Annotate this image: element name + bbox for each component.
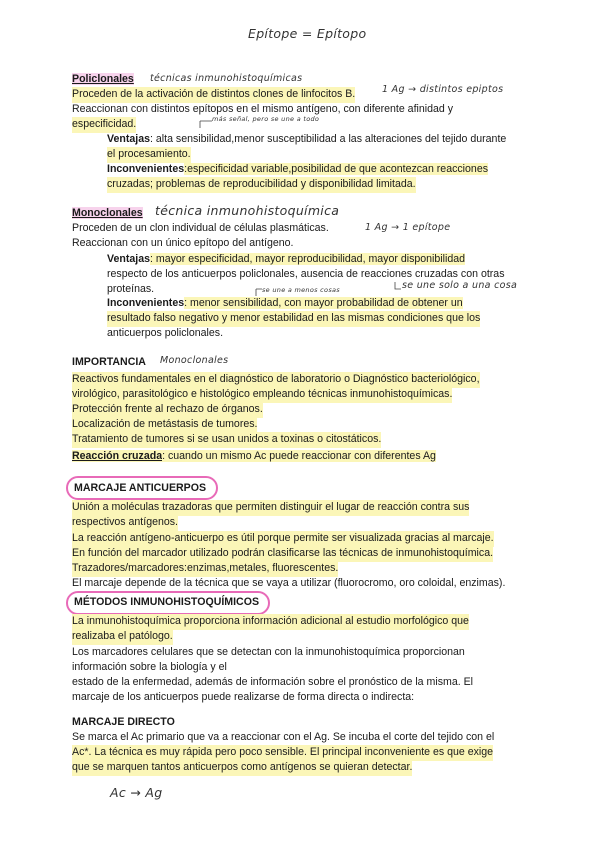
metodos-heading: MÉTODOS INMUNOHISTOQUÍMICOS [74, 596, 260, 608]
importancia-line-2: virológico, parasitológico e histológico empleando técnicas inmunohistoquímicas. [72, 387, 452, 403]
importancia-line-5: Tratamiento de tumores si se usan unidos a toxinas o citostáticos. [72, 432, 381, 448]
inconvenientes-label: Inconvenientes [107, 297, 185, 309]
monoclonales-ventajas-2: respecto de los anticuerpos policlonales, ausencia de reacciones cruzadas con otras [107, 268, 505, 280]
importancia-note: Monoclonales [160, 355, 229, 366]
marcaje-line-6: El marcaje depende de la técnica que se vaya a utilizar (fluorocromo, oro coloidal, enzimas). [72, 577, 506, 589]
metodos-line-1: La inmunohistoquímica proporciona información adicional al estudio morfológico que [72, 614, 469, 630]
directo-line-1: Se marca el Ac primario que va a reaccionar con el Ag. Se incuba el corte del tejido con el [72, 731, 495, 743]
monoclonales-line-2: Reaccionan con un único epítopo del antígeno. [72, 237, 294, 249]
directo-note: Ac → Ag [110, 785, 163, 800]
metodos-line-6: marcaje de los anticuerpos puede realizarse de forma directa o indirecta: [72, 691, 415, 703]
directo-line-3: que se marquen tantos anticuerpos como antígenos se quieran detectar. [72, 760, 412, 776]
marcaje-line-3: La reacción antígeno-anticuerpo es útil porque permite ser visualizada gracias al marcaje. [72, 531, 494, 547]
monoclonales-ventajas-3: proteínas. [107, 283, 155, 295]
monoclonales-note-2: se une a menos cosas [262, 286, 340, 294]
policlonales-note-3: más señal, pero se une a todo [212, 115, 320, 123]
page-title: Epítope = Epítopo [248, 26, 367, 41]
marcaje-line-2: respectivos antígenos. [72, 515, 178, 531]
ventajas-text: : alta sensibilidad,menor susceptibilidad a las alteraciones del tejido durante [150, 133, 507, 145]
ventajas-text: : mayor especificidad, mayor reproducibilidad, mayor disponibilidad [150, 253, 466, 265]
policlonales-inconvenientes-2: cruzadas; problemas de reproducibilidad y disponibilidad limitada. [107, 177, 416, 193]
policlonales-line-3: especificidad. [72, 117, 136, 133]
metodos-line-3: Los marcadores celulares que se detectan con la inmunohistoquímica proporcionan [72, 646, 465, 658]
monoclonales-inconvenientes-2: resultado falso negativo y menor estabilidad en las mismas condiciones que los [107, 311, 480, 327]
policlonales-note: técnicas inmunohistoquímicas [150, 73, 303, 84]
directo-heading: MARCAJE DIRECTO [72, 716, 175, 728]
importancia-line-1: Reactivos fundamentales en el diagnóstico de laboratorio o Diagnóstico bacteriológico, [72, 372, 480, 388]
policlonales-line-1: Proceden de la activación de distintos clones de linfocitos B. [72, 87, 355, 103]
monoclonales-heading-text: Monoclonales [72, 207, 143, 219]
reaccion-text: : cuando un mismo Ac puede reaccionar con diferentes Ag [162, 450, 436, 462]
marcaje-line-4: En función del marcador utilizado podrán clasificarse las técnicas de inmunohistoquímica. [72, 546, 493, 562]
monoclonales-note-3: se une solo a una cosa [402, 280, 518, 291]
marcaje-heading: MARCAJE ANTICUERPOS [74, 482, 207, 494]
metodos-line-2: realizaba el patólogo. [72, 629, 173, 645]
ventajas-label: Ventajas [107, 133, 150, 145]
metodos-line-4: información sobre la biología y el [72, 661, 227, 673]
importancia-heading: IMPORTANCIA [72, 356, 146, 368]
monoclonales-note: técnica inmunohistoquímica [155, 203, 340, 218]
policlonales-note-1: 1 Ag → distintos epiptos [382, 84, 504, 95]
marcaje-line-5: Trazadores/marcadores:enzimas,metales, fluorescentes. [72, 561, 338, 577]
importancia-line-4: Localización de metástasis de tumores. [72, 417, 257, 433]
policlonales-ventajas-2: el procesamiento. [107, 147, 191, 163]
ventajas-label: Ventajas [107, 253, 150, 265]
inconvenientes-text: :especificidad variable,posibilidad de que acontezcan reacciones [184, 163, 489, 175]
monoclonales-inconvenientes-3: anticuerpos policlonales. [107, 327, 224, 339]
monoclonales-line-1: Proceden de un clon individual de células plasmáticas. [72, 222, 329, 234]
monoclonales-note-1: 1 Ag → 1 epítope [365, 222, 451, 233]
reaccion-label: Reacción cruzada [72, 450, 163, 462]
directo-line-2: Ac*. La técnica es muy rápida pero poco sensible. El principal inconveniente es que exige [72, 745, 493, 761]
marcaje-line-1: Unión a moléculas trazadoras que permiten distinguir el lugar de reacción contra sus [72, 500, 469, 516]
metodos-line-5: estado de la enfermedad, además de información sobre el pronóstico de la misma. El [72, 676, 474, 688]
importancia-line-3: Protección frente al rechazo de órganos. [72, 402, 263, 418]
inconvenientes-label: Inconvenientes [107, 163, 185, 175]
policlonales-heading-text: Policlonales [72, 73, 134, 85]
policlonales-line-2: Reaccionan con distintos epítopos en el mismo antígeno, con diferente afinidad y [72, 103, 454, 115]
inconvenientes-text: : menor sensibilidad, con mayor probabilidad de obtener un [184, 297, 463, 309]
